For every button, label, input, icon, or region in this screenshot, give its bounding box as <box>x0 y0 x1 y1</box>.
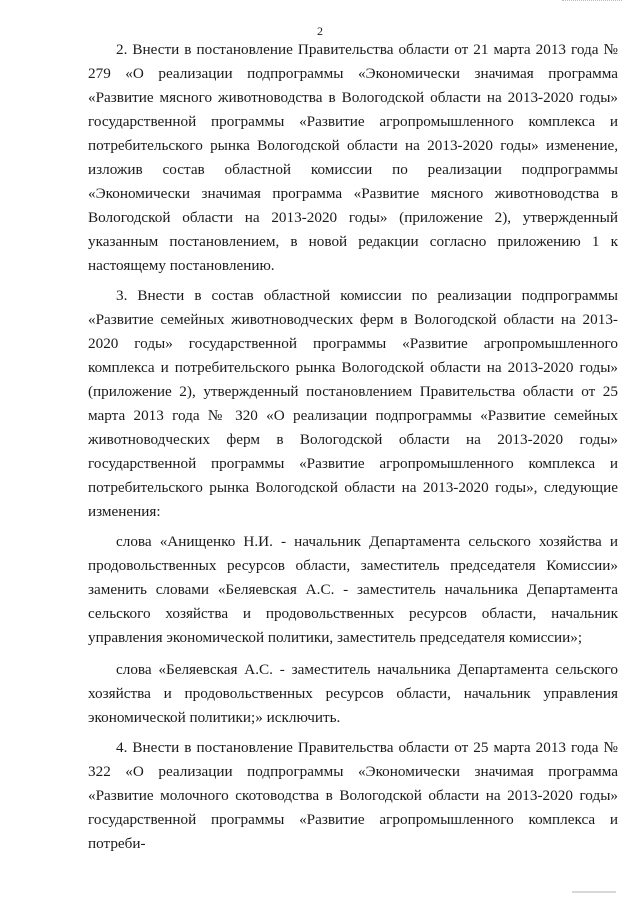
paragraph-item-2: 2. Внести в постановление Правительства области от 21 марта 2013 года № 279 «О реализации подпрограммы «Экономически значимая программа «Развитие мясного животноводства в Вологодской области на 2013-2020 годы» государственной программы «Развитие агропромышленного комплекса и потребительского рынка Вологодской области на 2013-2020 годы» изменение, изложив состав областной комиссии по реализации подпрограммы «Экономически значимая программа «Развитие мясного животноводства в Вологодской области на 2013-2020 годы» (приложение 2), утвержденный указанным постановлением, в новой редакции согласно приложению 1 к настоящему постановлению. <box>88 41 618 274</box>
paragraph-item-4: 4. Внести в постановление Правительства области от 25 марта 2013 года № 322 «О реализации подпрограммы «Экономически значимая программа «Развитие молочного скотоводства в Вологодской области на 2013-2020 годы» государственной программы «Развитие агропромышленного комплекса и потреби- <box>88 739 618 852</box>
paragraph-item-3: 3. Внести в состав областной комиссии по реализации подпрограммы «Развитие семейных животноводческих ферм в Вологодской области на 2013-2020 годы» государственной программы «Развитие агропромышленного комплекса и потребительского рынка Вологодской области на 2013-2020 годы» (приложение 2), утвержденный постановлением Правительства области от 25 марта 2013 года № 320 «О реализации подпрограммы «Развитие семейных животноводческих ферм в Вологодской области на 2013-2020 годы» государственной программы «Развитие агропромышленного комплекса и потребительского рынка Вологодской области на 2013-2020 годы», следующие изменения: <box>88 287 618 520</box>
paragraph-amendment-replace: слова «Анищенко Н.И. - начальник Департамента сельского хозяйства и продовольственных ресурсов области, заместитель председателя Комиссии» заменить словами «Беляевская А.С. - заместитель начальника Департамента сельского хозяйства и продовольственных ресурсов области, начальник управления экономической политики, заместитель председателя комиссии»; <box>88 533 618 646</box>
paragraph-amendment-exclude: слова «Беляевская А.С. - заместитель начальника Департамента сельского хозяйства и продовольственных ресурсов области, начальник управления экономической политики;» исключить. <box>88 661 618 726</box>
document-body <box>88 38 618 862</box>
scan-edge-mark-bottom <box>572 891 616 893</box>
page-number: 2 <box>317 24 323 38</box>
scan-edge-mark <box>562 0 622 9</box>
